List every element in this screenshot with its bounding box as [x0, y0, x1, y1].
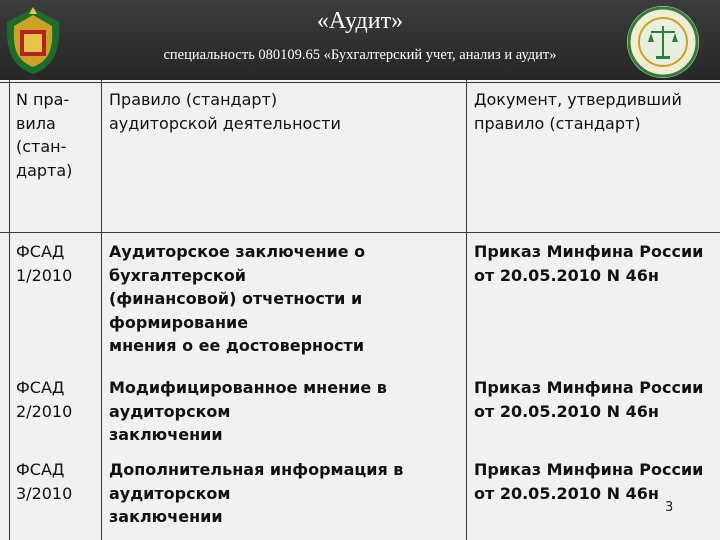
header-divider: [0, 232, 720, 233]
slide-title: «Аудит»: [316, 8, 404, 34]
slide-header: [0, 0, 720, 80]
row-code: ФСАД 1/2010: [16, 242, 73, 285]
row-rule: Аудиторское заключение о бухгалтерской (финансовой) отчетности и формирование мнения о ее достоверности: [109, 242, 366, 355]
table-border: [0, 82, 720, 83]
header-cell-rule: Правило (стандарт) аудиторской деятельности: [109, 90, 341, 133]
row-code: ФСАД 3/2010: [16, 460, 73, 503]
column-divider: [466, 80, 467, 540]
standards-table: [0, 80, 720, 540]
university-seal-icon: [624, 4, 702, 80]
column-divider: [101, 80, 102, 540]
row-code: ФСАД 2/2010: [16, 378, 73, 421]
row-rule: Модифицированное мнение в аудиторском заключении: [109, 378, 387, 444]
table-border: [9, 80, 10, 540]
row-document: Приказ Минфина России от 20.05.2010 N 46н: [474, 460, 704, 503]
slide-subtitle: специальность 080109.65 «Бухгалтерский учет, анализ и аудит»: [163, 47, 557, 63]
header-cell-document: Документ, утвердивший правило (стандарт): [474, 90, 682, 133]
header-cell-code: N пра- вила (стан- дарта): [16, 90, 73, 180]
page-number: 3: [665, 500, 674, 515]
row-document: Приказ Минфина России от 20.05.2010 N 46н: [474, 242, 704, 285]
row-document: Приказ Минфина России от 20.05.2010 N 46н: [474, 378, 704, 421]
row-rule: Дополнительная информация в аудиторском заключении: [109, 460, 404, 526]
